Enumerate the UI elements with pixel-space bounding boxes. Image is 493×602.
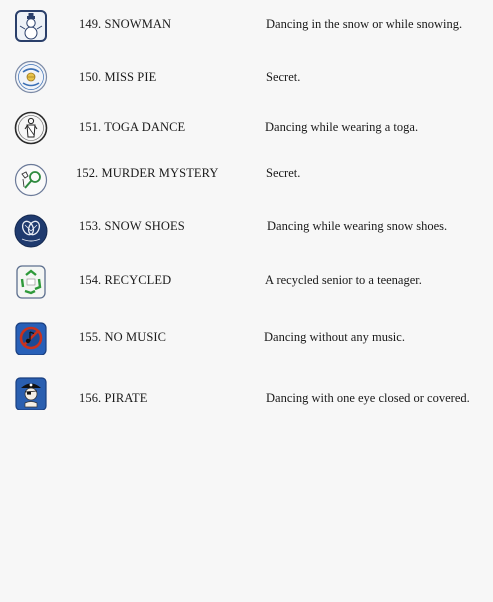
patch-description: A recycled senior to a teenager. bbox=[265, 273, 422, 287]
patch-name: 156. PIRATE bbox=[79, 391, 148, 405]
list-item bbox=[0, 158, 493, 206]
patch-description: Dancing while wearing a toga. bbox=[265, 120, 419, 134]
patch-description: Dancing without any music. bbox=[264, 330, 405, 344]
list-item bbox=[0, 54, 493, 102]
patch-name: 152. MURDER MYSTERY bbox=[76, 166, 219, 180]
miss-pie-patch-icon bbox=[14, 60, 48, 94]
patch-name: 149. SNOWMAN bbox=[79, 17, 172, 31]
recycled-patch-icon bbox=[14, 265, 48, 299]
patch-name: 154. RECYCLED bbox=[79, 273, 172, 287]
patch-description: Dancing with one eye closed or covered. bbox=[266, 391, 470, 405]
patch-description: Dancing while wearing snow shoes. bbox=[267, 219, 448, 233]
toga-dance-patch-icon bbox=[14, 111, 48, 145]
patch-name: 150. MISS PIE bbox=[79, 70, 157, 84]
list-item bbox=[0, 210, 493, 258]
no-music-patch-icon bbox=[14, 321, 48, 355]
list-item bbox=[0, 374, 493, 422]
patch-name: 155. NO MUSIC bbox=[79, 330, 167, 344]
pirate-patch-icon bbox=[14, 376, 48, 410]
snowman-patch-icon bbox=[14, 9, 48, 43]
snow-shoes-patch-icon bbox=[14, 214, 48, 248]
patch-name: 151. TOGA DANCE bbox=[79, 120, 186, 134]
list-item bbox=[0, 317, 493, 365]
patch-description: Secret. bbox=[266, 70, 301, 84]
list-item bbox=[0, 106, 493, 154]
murder-mystery-patch-icon bbox=[14, 163, 48, 197]
list-item bbox=[0, 2, 493, 50]
patch-name: 153. SNOW SHOES bbox=[79, 219, 185, 233]
list-item bbox=[0, 263, 493, 311]
patch-description: Dancing in the snow or while snowing. bbox=[266, 17, 463, 31]
patch-description: Secret. bbox=[266, 166, 301, 180]
